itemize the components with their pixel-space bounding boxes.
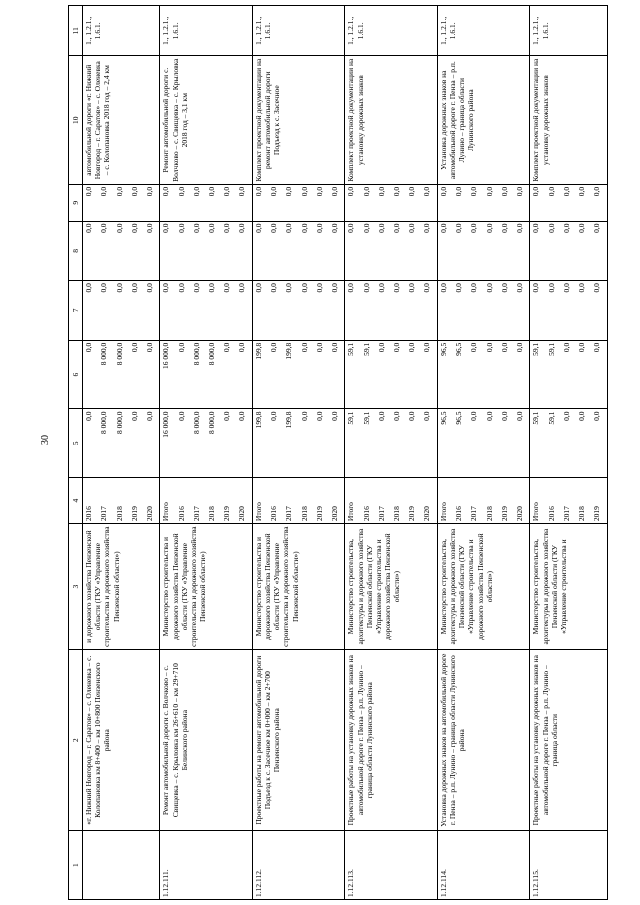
- amount-cell: 199,8: [283, 409, 298, 478]
- header-cell: 5: [69, 409, 83, 478]
- amount-cell: 0,0: [468, 221, 483, 281]
- row-id: 1.12.115.: [530, 831, 608, 900]
- amount-cell: 0,0: [546, 281, 561, 341]
- amount-cell: 0,0: [391, 221, 406, 281]
- amount-cell: 0,0: [406, 281, 421, 341]
- amount-cell: 59,1: [361, 409, 376, 478]
- program-table: [68, 5, 608, 900]
- table-body: [83, 6, 608, 900]
- amount-cell: 0,0: [299, 281, 314, 341]
- amount-cell: 0,0: [591, 184, 607, 221]
- year-cell: 2017: [561, 478, 576, 524]
- year-cell: 2020: [421, 478, 437, 524]
- amount-cell: 0,0: [299, 409, 314, 478]
- row-indicators: 1., 1.2.1., 1.6.1.: [530, 6, 608, 57]
- amount-cell: 16 000,0: [160, 340, 176, 409]
- amount-cell: 0,0: [421, 281, 437, 341]
- amount-cell: 0,0: [406, 409, 421, 478]
- amount-cell: 0,0: [453, 184, 468, 221]
- row-id: [83, 831, 160, 900]
- row-indicators: 1., 1.2.1., 1.6.1.: [252, 6, 345, 57]
- row-executor: Министерство строительства, архитектуры и дорожного хозяйства Пензенской области (ГКУ «Управление строительства и дорожного хозяйства Пензенской области»): [345, 524, 438, 650]
- amount-cell: 0,0: [421, 221, 437, 281]
- amount-cell: 59,1: [345, 409, 361, 478]
- amount-cell: 0,0: [499, 221, 514, 281]
- amount-cell: 0,0: [221, 281, 236, 341]
- amount-cell: 0,0: [484, 409, 499, 478]
- header-cell: 7: [69, 281, 83, 341]
- amount-cell: 0,0: [329, 409, 345, 478]
- year-cell: 2018: [484, 478, 499, 524]
- header-cell: 10: [69, 56, 83, 184]
- amount-cell: 0,0: [345, 184, 361, 221]
- year-cell: 2018: [114, 478, 129, 524]
- amount-cell: 0,0: [268, 184, 283, 221]
- header-cell: 2: [69, 650, 83, 831]
- row-indicators: 1., 1.2.1., 1.6.1.: [83, 6, 160, 57]
- header-cell: 1: [69, 831, 83, 900]
- amount-cell: 0,0: [591, 281, 607, 341]
- amount-cell: 0,0: [129, 409, 144, 478]
- header-row: [69, 6, 83, 900]
- year-cell: 2020: [144, 478, 160, 524]
- year-cell: 2019: [129, 478, 144, 524]
- table-row: [530, 6, 546, 900]
- amount-cell: 0,0: [376, 221, 391, 281]
- year-cell: 2018: [206, 478, 221, 524]
- amount-cell: 0,0: [453, 221, 468, 281]
- amount-cell: 0,0: [221, 184, 236, 221]
- amount-cell: 8 000,0: [114, 340, 129, 409]
- amount-cell: 0,0: [421, 409, 437, 478]
- row-result: Комплект проектной документации на установку дорожных знаков: [345, 56, 438, 184]
- amount-cell: 0,0: [361, 221, 376, 281]
- row-result: Установка дорожных знаков на автомобильной дороге г. Пенза – р.п. Лунино – граница области Лунинского района: [437, 56, 530, 184]
- row-name: Проектные работы на ремонт автомобильной дороги Подъезд к с. Засечное км 0+000 – км 2+700 Пензенского района: [252, 650, 345, 831]
- amount-cell: 0,0: [361, 184, 376, 221]
- header-cell: 8: [69, 221, 83, 281]
- year-cell: 2019: [591, 478, 607, 524]
- amount-cell: 0,0: [391, 340, 406, 409]
- amount-cell: 96,5: [437, 340, 453, 409]
- amount-cell: 0,0: [576, 409, 591, 478]
- amount-cell: 0,0: [283, 221, 298, 281]
- amount-cell: 0,0: [514, 184, 530, 221]
- amount-cell: 0,0: [314, 340, 329, 409]
- amount-cell: 0,0: [283, 281, 298, 341]
- amount-cell: 0,0: [221, 340, 236, 409]
- amount-cell: 0,0: [144, 340, 160, 409]
- amount-cell: 8 000,0: [191, 409, 206, 478]
- year-cell: 2019: [499, 478, 514, 524]
- amount-cell: 0,0: [484, 184, 499, 221]
- amount-cell: 0,0: [591, 409, 607, 478]
- amount-cell: 0,0: [576, 281, 591, 341]
- year-cell: 2016: [361, 478, 376, 524]
- amount-cell: 0,0: [546, 221, 561, 281]
- amount-cell: 0,0: [591, 221, 607, 281]
- table-row: [437, 6, 453, 900]
- amount-cell: 0,0: [252, 281, 268, 341]
- row-name: «г. Нижний Новгород – г. Саратов» – с. Оленевка – с. Колопановка км 8+400 – км 10+800 Пензенского района: [83, 650, 160, 831]
- amount-cell: 0,0: [468, 281, 483, 341]
- amount-cell: 0,0: [129, 281, 144, 341]
- amount-cell: 0,0: [499, 409, 514, 478]
- amount-cell: 0,0: [546, 184, 561, 221]
- year-cell: 2019: [221, 478, 236, 524]
- amount-cell: 0,0: [206, 184, 221, 221]
- amount-cell: 0,0: [191, 281, 206, 341]
- amount-cell: 0,0: [299, 340, 314, 409]
- row-result: Комплект проектной документации на ремонт автомобильной дороги Подъезд к с. Засечное: [252, 56, 345, 184]
- amount-cell: 0,0: [221, 221, 236, 281]
- amount-cell: 0,0: [176, 221, 191, 281]
- amount-cell: 0,0: [83, 340, 99, 409]
- amount-cell: 0,0: [98, 281, 113, 341]
- amount-cell: 0,0: [576, 184, 591, 221]
- amount-cell: 0,0: [268, 409, 283, 478]
- amount-cell: 0,0: [314, 221, 329, 281]
- row-executor: Министерство строительства, архитектуры и дорожного хозяйства Пензенской области (ГКУ «Управление строительства и дорожного хозяйства Пензенской области»): [437, 524, 530, 650]
- amount-cell: 0,0: [236, 184, 252, 221]
- amount-cell: 0,0: [236, 409, 252, 478]
- year-cell: 2019: [406, 478, 421, 524]
- year-cell: 2016: [453, 478, 468, 524]
- amount-cell: 0,0: [83, 221, 99, 281]
- amount-cell: 0,0: [361, 281, 376, 341]
- amount-cell: 0,0: [252, 221, 268, 281]
- amount-cell: 0,0: [129, 221, 144, 281]
- year-cell: 2016: [268, 478, 283, 524]
- amount-cell: 0,0: [160, 184, 176, 221]
- amount-cell: 8 000,0: [206, 340, 221, 409]
- amount-cell: 0,0: [376, 409, 391, 478]
- amount-cell: 0,0: [221, 409, 236, 478]
- amount-cell: 0,0: [530, 221, 546, 281]
- row-indicators: 1., 1.2.1., 1.6.1.: [160, 6, 253, 57]
- amount-cell: 16 000,0: [160, 409, 176, 478]
- year-cell: 2019: [314, 478, 329, 524]
- amount-cell: 59,1: [530, 409, 546, 478]
- amount-cell: 0,0: [83, 409, 99, 478]
- row-id: 1.12.111.: [160, 831, 253, 900]
- amount-cell: 0,0: [391, 184, 406, 221]
- year-cell: Итого: [160, 478, 176, 524]
- amount-cell: 0,0: [561, 340, 576, 409]
- amount-cell: 0,0: [499, 184, 514, 221]
- amount-cell: 0,0: [160, 221, 176, 281]
- amount-cell: 0,0: [391, 281, 406, 341]
- amount-cell: 0,0: [206, 221, 221, 281]
- amount-cell: 0,0: [314, 281, 329, 341]
- amount-cell: 0,0: [268, 340, 283, 409]
- amount-cell: 0,0: [406, 340, 421, 409]
- amount-cell: 199,8: [252, 340, 268, 409]
- amount-cell: 0,0: [561, 221, 576, 281]
- amount-cell: 0,0: [406, 221, 421, 281]
- amount-cell: 199,8: [252, 409, 268, 478]
- amount-cell: 0,0: [236, 340, 252, 409]
- amount-cell: 0,0: [576, 221, 591, 281]
- amount-cell: 0,0: [98, 221, 113, 281]
- amount-cell: 0,0: [514, 281, 530, 341]
- year-cell: 2017: [191, 478, 206, 524]
- amount-cell: 0,0: [561, 184, 576, 221]
- year-cell: 2016: [176, 478, 191, 524]
- row-name: Проектные работы на установку дорожных знаков на автомобильной дороге г. Пенза – р.п. Лунино – граница области: [530, 650, 608, 831]
- row-indicators: 1., 1.2.1., 1.6.1.: [345, 6, 438, 57]
- amount-cell: 0,0: [144, 281, 160, 341]
- header-cell: 9: [69, 184, 83, 221]
- amount-cell: 8 000,0: [206, 409, 221, 478]
- year-cell: 2017: [376, 478, 391, 524]
- page-number: 30: [40, 435, 51, 445]
- amount-cell: 0,0: [114, 281, 129, 341]
- amount-cell: 0,0: [468, 340, 483, 409]
- amount-cell: 0,0: [576, 340, 591, 409]
- amount-cell: 0,0: [514, 409, 530, 478]
- year-cell: 2016: [83, 478, 99, 524]
- amount-cell: 0,0: [283, 184, 298, 221]
- rotated-table-container: [68, 5, 608, 900]
- row-result: Комплект проектной документации на установку дорожных знаков: [530, 56, 608, 184]
- year-cell: 2018: [576, 478, 591, 524]
- amount-cell: 0,0: [345, 281, 361, 341]
- amount-cell: 0,0: [345, 221, 361, 281]
- amount-cell: 0,0: [176, 184, 191, 221]
- amount-cell: 0,0: [83, 184, 99, 221]
- header-cell: 3: [69, 524, 83, 650]
- year-cell: Итого: [345, 478, 361, 524]
- row-result: автомобильной дороги «г. Нижний Новгород – г. Саратов» – с. Оленевка – с. Колопановка 2018 год – 2,4 км: [83, 56, 160, 184]
- amount-cell: 0,0: [83, 281, 99, 341]
- table-row: [252, 6, 268, 900]
- amount-cell: 0,0: [453, 281, 468, 341]
- row-id: 1.12.112.: [252, 831, 345, 900]
- amount-cell: 59,1: [546, 340, 561, 409]
- amount-cell: 0,0: [437, 281, 453, 341]
- amount-cell: 0,0: [514, 340, 530, 409]
- year-cell: 2017: [468, 478, 483, 524]
- year-cell: 2016: [546, 478, 561, 524]
- amount-cell: 0,0: [129, 184, 144, 221]
- row-id: 1.12.113.: [345, 831, 438, 900]
- header-cell: 11: [69, 6, 83, 57]
- amount-cell: 0,0: [191, 221, 206, 281]
- amount-cell: 0,0: [329, 221, 345, 281]
- amount-cell: 0,0: [314, 409, 329, 478]
- amount-cell: 0,0: [98, 184, 113, 221]
- header-cell: 6: [69, 340, 83, 409]
- year-cell: Итого: [252, 478, 268, 524]
- amount-cell: 0,0: [144, 221, 160, 281]
- amount-cell: 96,5: [437, 409, 453, 478]
- amount-cell: 8 000,0: [98, 340, 113, 409]
- amount-cell: 0,0: [176, 409, 191, 478]
- amount-cell: 0,0: [468, 184, 483, 221]
- amount-cell: 0,0: [191, 184, 206, 221]
- amount-cell: 0,0: [252, 184, 268, 221]
- amount-cell: 96,5: [453, 340, 468, 409]
- amount-cell: 0,0: [160, 281, 176, 341]
- amount-cell: 0,0: [391, 409, 406, 478]
- amount-cell: 8 000,0: [98, 409, 113, 478]
- amount-cell: 0,0: [236, 221, 252, 281]
- amount-cell: 0,0: [561, 281, 576, 341]
- row-executor: Министерство строительства, архитектуры и дорожного хозяйства Пензенской области (ГКУ «Управление строительства и: [530, 524, 608, 650]
- amount-cell: 0,0: [468, 409, 483, 478]
- year-cell: 2020: [236, 478, 252, 524]
- amount-cell: 0,0: [530, 281, 546, 341]
- row-name: Проектные работы на установку дорожных знаков на автомобильной дороге г. Пенза – р.п. Лунино – граница области Лунинского района: [345, 650, 438, 831]
- row-name: Установка дорожных знаков на автомобильной дороге г. Пенза – р.п. Лунино – граница области Лунинского района: [437, 650, 530, 831]
- year-cell: 2017: [283, 478, 298, 524]
- amount-cell: 0,0: [437, 221, 453, 281]
- table-row: [83, 6, 99, 900]
- amount-cell: 8 000,0: [114, 409, 129, 478]
- year-cell: 2020: [329, 478, 345, 524]
- amount-cell: 59,1: [345, 340, 361, 409]
- year-cell: 2017: [98, 478, 113, 524]
- amount-cell: 0,0: [314, 184, 329, 221]
- amount-cell: 0,0: [299, 184, 314, 221]
- year-cell: Итого: [437, 478, 453, 524]
- row-executor: Министерство строительства и дорожного хозяйства Пензенской области (ГКУ «Управление строительства и дорожного хозяйства Пензенской области»): [160, 524, 253, 650]
- amount-cell: 0,0: [499, 340, 514, 409]
- amount-cell: 59,1: [530, 340, 546, 409]
- amount-cell: 0,0: [176, 281, 191, 341]
- amount-cell: 0,0: [176, 340, 191, 409]
- amount-cell: 0,0: [299, 221, 314, 281]
- year-cell: Итого: [530, 478, 546, 524]
- table-row: [345, 6, 361, 900]
- amount-cell: 96,5: [453, 409, 468, 478]
- row-id: 1.12.114.: [437, 831, 530, 900]
- amount-cell: 0,0: [268, 221, 283, 281]
- amount-cell: 0,0: [236, 281, 252, 341]
- amount-cell: 0,0: [484, 281, 499, 341]
- amount-cell: 0,0: [484, 221, 499, 281]
- amount-cell: 0,0: [268, 281, 283, 341]
- amount-cell: 0,0: [376, 281, 391, 341]
- amount-cell: 0,0: [499, 281, 514, 341]
- amount-cell: 0,0: [329, 281, 345, 341]
- amount-cell: 0,0: [421, 340, 437, 409]
- row-name: Ремонт автомобильной дороги с. Волчково – с. Свищевка – с. Крыловка км 26+610 – км 29+710 Белинского района: [160, 650, 253, 831]
- amount-cell: 8 000,0: [191, 340, 206, 409]
- row-executor: Министерство строительства и дорожного хозяйства Пензенской области (ГКУ «Управление строительства и дорожного хозяйства Пензенской области»): [252, 524, 345, 650]
- amount-cell: 0,0: [561, 409, 576, 478]
- amount-cell: 0,0: [437, 184, 453, 221]
- amount-cell: 0,0: [329, 340, 345, 409]
- amount-cell: 0,0: [406, 184, 421, 221]
- amount-cell: 0,0: [530, 184, 546, 221]
- amount-cell: 0,0: [129, 340, 144, 409]
- year-cell: 2018: [299, 478, 314, 524]
- amount-cell: 0,0: [114, 184, 129, 221]
- amount-cell: 0,0: [376, 340, 391, 409]
- amount-cell: 0,0: [376, 184, 391, 221]
- amount-cell: 0,0: [114, 221, 129, 281]
- year-cell: 2018: [391, 478, 406, 524]
- amount-cell: 0,0: [144, 409, 160, 478]
- table-row: [160, 6, 176, 900]
- amount-cell: 0,0: [329, 184, 345, 221]
- amount-cell: 0,0: [206, 281, 221, 341]
- amount-cell: 0,0: [484, 340, 499, 409]
- row-executor: и дорожного хозяйства Пензенской области (ГКУ «Управление строительства и дорожного хозяйства Пензенской области»): [83, 524, 160, 650]
- year-cell: 2020: [514, 478, 530, 524]
- amount-cell: 0,0: [514, 221, 530, 281]
- amount-cell: 0,0: [591, 340, 607, 409]
- amount-cell: 0,0: [421, 184, 437, 221]
- header-cell: 4: [69, 478, 83, 524]
- amount-cell: 59,1: [361, 340, 376, 409]
- row-result: Ремонт автомобильной дороги с. Волчково – с. Свищевка – с. Крыловка 2018 год – 3,1 км: [160, 56, 253, 184]
- amount-cell: 59,1: [546, 409, 561, 478]
- amount-cell: 0,0: [144, 184, 160, 221]
- amount-cell: 199,8: [283, 340, 298, 409]
- row-indicators: 1., 1.2.1., 1.6.1.: [437, 6, 530, 57]
